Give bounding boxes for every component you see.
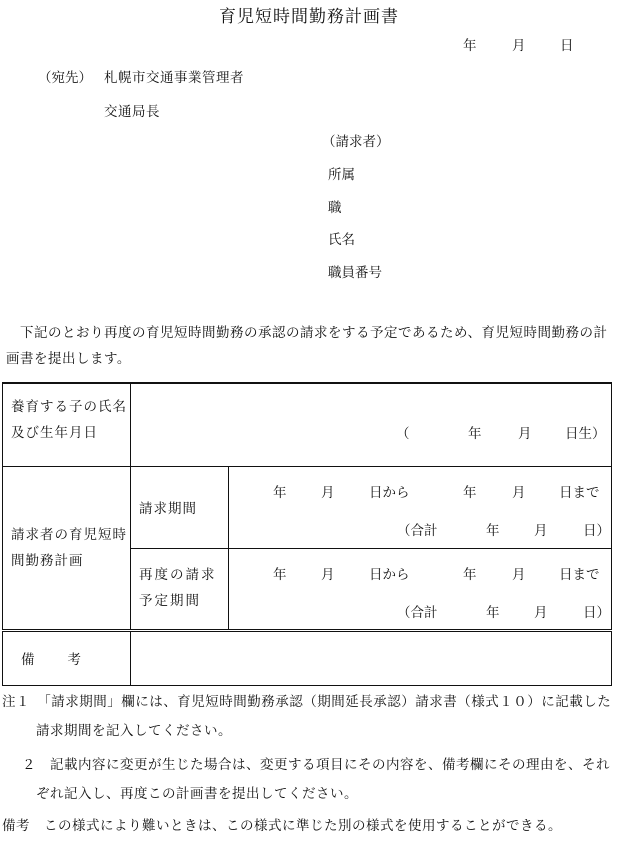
date-year-label: 年 <box>463 38 477 54</box>
period-total-year: 年 <box>486 522 500 539</box>
requester-employee-no-label: 職員番号 <box>328 265 382 281</box>
reperiod-to-year: 年 <box>463 566 477 583</box>
reperiod-total-month: 月 <box>534 604 548 621</box>
period-label: 請求期間 <box>139 501 197 517</box>
note-1: 注１ 「請求期間」欄には、育児短時間勤務承認（期間延長承認）請求書（様式１０）に記載した請求期間を記入してください。 <box>2 694 612 739</box>
period-to-day: 日まで <box>559 484 600 501</box>
reperiod-to-month: 月 <box>512 566 526 583</box>
plan-label: 請求者の育児短時間勤務計画 <box>11 526 127 569</box>
reperiod-total-year: 年 <box>486 604 500 621</box>
period-to-year: 年 <box>463 484 477 501</box>
reperiod-total-open: （合計 <box>397 604 438 621</box>
birth-day-label: 日生） <box>565 426 606 442</box>
submission-date <box>0 34 618 54</box>
reperiod-total-day: 日） <box>583 604 610 621</box>
period-label-cell <box>131 466 229 548</box>
period-total-month: 月 <box>534 522 548 539</box>
birth-month-label: 月 <box>518 426 532 442</box>
reperiod-field[interactable] <box>229 548 612 630</box>
addressee-prefix: （宛先） <box>38 70 92 86</box>
period-from-day: 日から <box>369 484 410 501</box>
body-paragraph: 下記のとおり再度の育児短時間勤務の承認の請求をする予定であるため、育児短時間勤務の計画書を提出します。 <box>6 325 608 367</box>
reperiod-from-year: 年 <box>273 566 287 583</box>
requester-affiliation-label: 所属 <box>328 167 355 183</box>
child-info-field[interactable] <box>131 383 612 466</box>
requester-name-label: 氏名 <box>328 232 355 248</box>
period-from-year: 年 <box>273 484 287 501</box>
reperiod-to-day: 日まで <box>559 566 600 583</box>
reperiod-label: 再度の請求予定期間 <box>139 566 217 609</box>
reperiod-label-cell <box>131 548 229 630</box>
period-field[interactable] <box>229 466 612 548</box>
date-month-label: 月 <box>512 38 526 54</box>
remarks-field[interactable] <box>131 630 612 685</box>
addressee-org: 札幌市交通事業管理者 <box>104 70 244 86</box>
child-label: 養育する子の氏名及び生年月日 <box>11 399 127 441</box>
reperiod-from-day: 日から <box>369 566 410 583</box>
remarks-label: 備 考 <box>21 652 83 668</box>
remark-note: 備考 この様式により難いときは、この様式に準じた別の様式を使用することができる。 <box>2 818 562 834</box>
reperiod-from-month: 月 <box>321 566 335 583</box>
requester-heading: （請求者） <box>322 134 390 150</box>
requester-job-label: 職 <box>328 200 342 216</box>
child-label-cell <box>3 383 131 466</box>
date-day-label: 日 <box>560 38 574 54</box>
remarks-label-cell <box>3 630 131 685</box>
document-title: 育児短時間勤務計画書 <box>219 7 399 27</box>
period-total-open: （合計 <box>397 522 438 539</box>
plan-form-table <box>2 382 612 686</box>
period-from-month: 月 <box>321 484 335 501</box>
period-total-day: 日） <box>583 522 610 539</box>
birth-year-label: 年 <box>468 426 482 442</box>
period-to-month: 月 <box>512 484 526 501</box>
note-2: ２ 記載内容に変更が生じた場合は、変更する項目にその内容を、備考欄にその理由を、それぞれ記入し、再度この計画書を提出してください。 <box>22 757 610 802</box>
birth-open-paren: （ <box>396 426 410 442</box>
plan-label-cell <box>3 466 131 630</box>
addressee-position: 交通局長 <box>104 104 160 120</box>
